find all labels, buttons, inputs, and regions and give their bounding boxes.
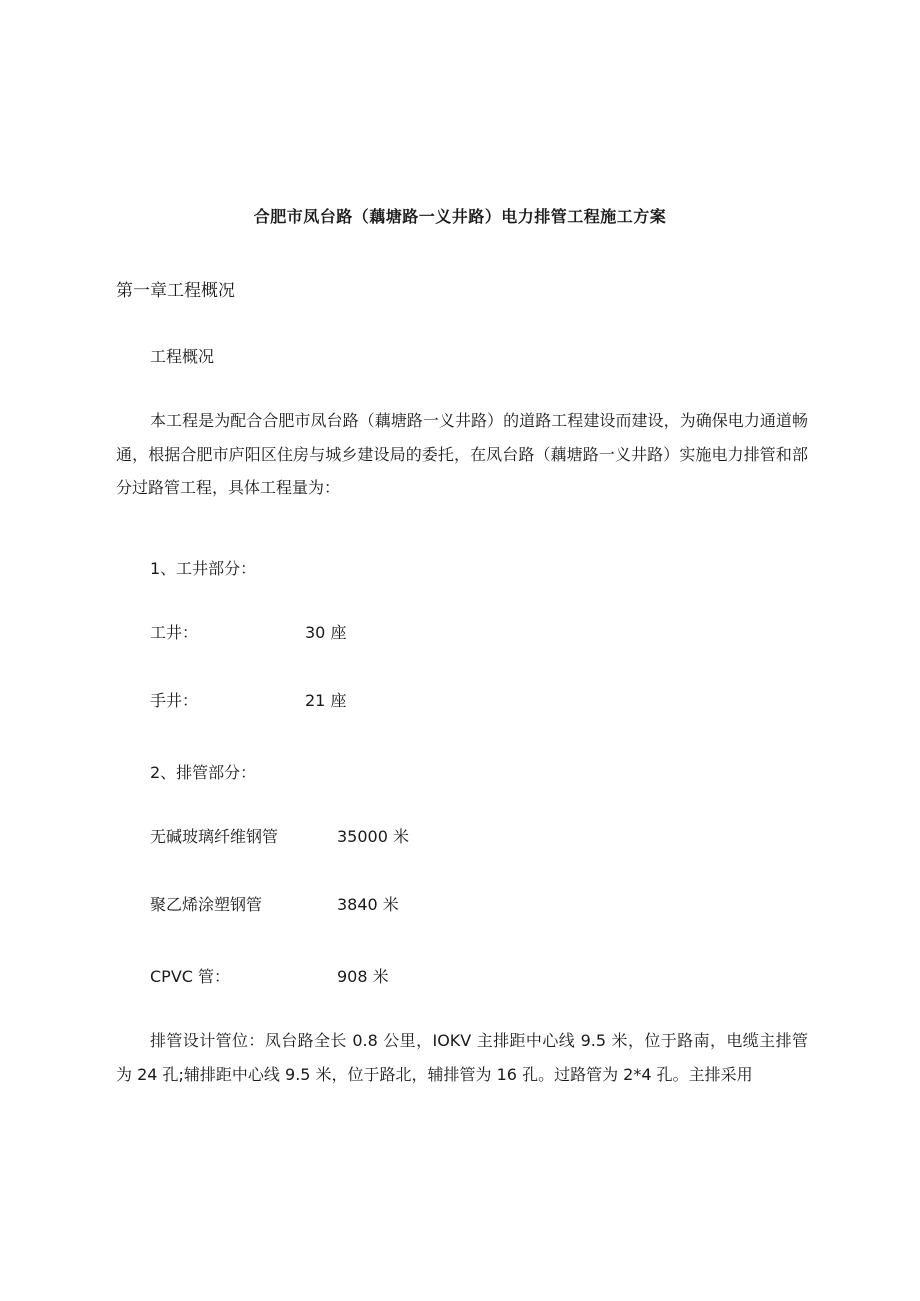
quantity-row [150, 688, 347, 711]
quantity-row [150, 892, 399, 915]
intro-paragraph: 本工程是为配合合肥市凤台路（藕塘路一义井路）的道路工程建设而建设，为确保电力通道畅通，根据合肥市庐阳区住房与城乡建设局的委托，在凤台路（藕塘路一义井路）实施电力排管和部分过路管工程，具体工程量为： [116, 411, 808, 497]
quantity-value: 908 米 [337, 967, 389, 986]
quantity-row [150, 824, 409, 847]
design-paragraph: 排管设计管位：凤台路全长 0.8 公里，IOKV 主排距中心线 9.5 米，位于路南，电缆主排管为 24 孔;辅排距中心线 9.5 米，位于路北，辅排管为 16 孔。过路管为 2*4 孔。主排采用 [116, 1031, 808, 1084]
quantity-label: 手井： [150, 691, 199, 710]
quantity-label: 无碱玻璃纤维钢管 [150, 827, 279, 846]
quantity-value: 3840 米 [337, 895, 399, 914]
quantity-value: 35000 米 [337, 827, 409, 846]
quantity-label: 聚乙烯涂塑钢管 [150, 895, 263, 914]
quantity-row [150, 620, 347, 643]
quantity-label: CPVC 管： [150, 967, 231, 986]
part1-heading: 1、工井部分： [150, 559, 257, 578]
quantity-row [150, 964, 389, 987]
chapter-heading: 第一章工程概况 [116, 281, 235, 301]
quantity-label: 工井： [150, 623, 199, 642]
part2-heading: 2、排管部分： [150, 763, 257, 782]
section-heading: 工程概况 [150, 347, 215, 366]
quantity-value: 30 座 [305, 623, 347, 642]
quantity-value: 21 座 [305, 691, 347, 710]
document-title: 合肥市凤台路（藕塘路一义井路）电力排管工程施工方案 [253, 207, 667, 226]
